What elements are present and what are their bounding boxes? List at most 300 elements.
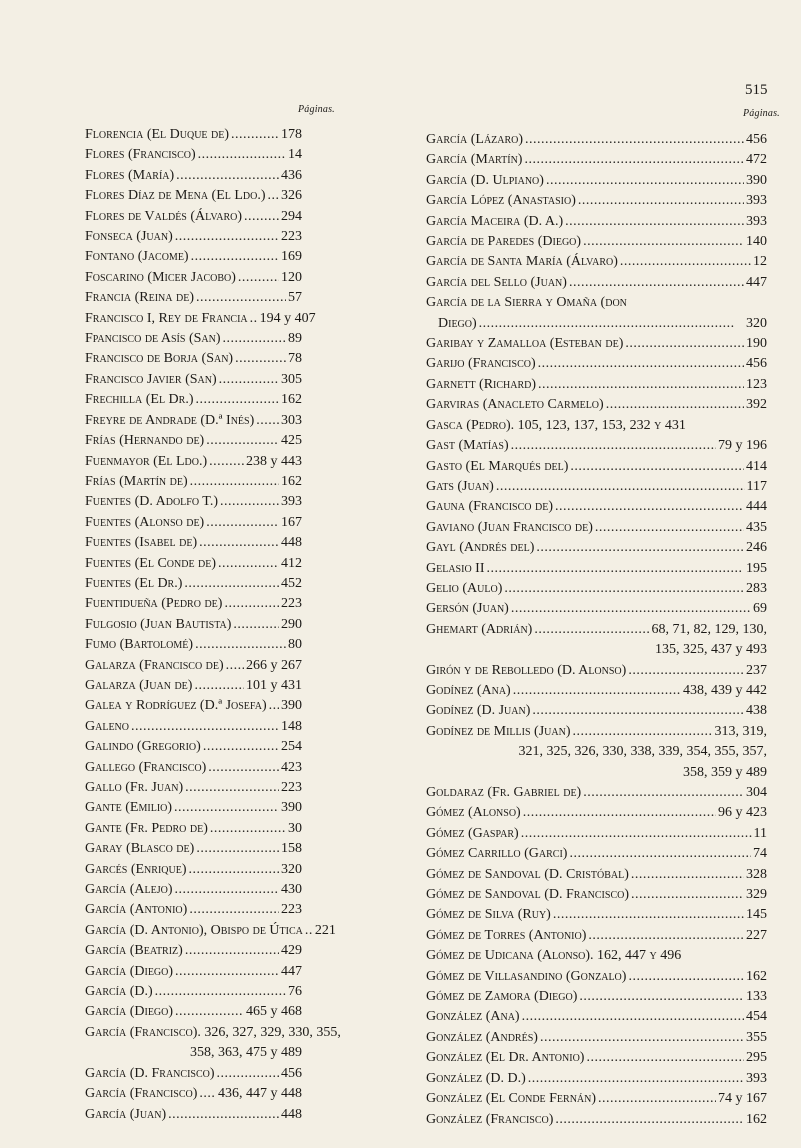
entry-pages: 96 y 423 <box>718 805 767 821</box>
dot-leader <box>583 783 744 803</box>
index-entry <box>426 395 767 415</box>
dot-leader <box>479 314 744 334</box>
dot-leader <box>305 921 313 941</box>
entry-pages: 320 <box>281 861 302 877</box>
index-entry <box>85 982 302 1002</box>
entry-name: Gómez de Zamora (Diego) <box>426 989 578 1005</box>
dot-leader <box>553 905 744 925</box>
dot-leader <box>513 681 681 701</box>
dot-leader <box>525 130 744 150</box>
dot-leader <box>184 574 279 594</box>
dot-leader <box>175 227 279 247</box>
index-entry <box>85 125 302 145</box>
entry-name: Fonseca (Juan) <box>85 229 173 245</box>
dot-leader <box>206 513 279 533</box>
entry-pages: 133 <box>746 989 767 1005</box>
index-entry <box>85 288 302 308</box>
entry-pages: 429 <box>281 943 302 959</box>
entry-pages: 430 <box>281 882 302 898</box>
entry-pages: 158 <box>281 841 302 857</box>
index-entry <box>426 824 767 844</box>
index-entry <box>85 615 302 635</box>
entry-pages: 447 <box>281 963 302 979</box>
dot-leader <box>235 349 286 369</box>
entry-pages: 195 <box>746 560 767 576</box>
entry-pages: 120 <box>281 269 302 285</box>
entry-pages: 101 y 431 <box>246 677 302 693</box>
index-entry <box>85 1105 302 1125</box>
dot-leader <box>206 431 279 451</box>
entry-pages: 238 y 443 <box>246 453 302 469</box>
index-entry <box>85 1084 302 1104</box>
entry-pages: 295 <box>746 1050 767 1066</box>
dot-leader <box>625 334 744 354</box>
entry-name: Fuentes (Isabel de) <box>85 535 198 551</box>
dot-leader <box>131 717 279 737</box>
dot-leader <box>487 559 745 579</box>
dot-leader <box>523 803 716 823</box>
index-entry <box>85 717 302 737</box>
index-entry <box>85 186 302 206</box>
index-entry <box>426 967 767 987</box>
index-entry <box>85 533 302 553</box>
index-entry <box>426 1048 767 1068</box>
dot-leader <box>524 150 744 170</box>
entry-name: Gelasio II <box>426 560 485 576</box>
dot-leader <box>588 926 744 946</box>
index-entry <box>85 737 302 757</box>
entry-pages: 169 <box>281 249 302 265</box>
index-entry <box>85 574 302 594</box>
entry-name: Galarza (Francisco de) <box>85 657 224 673</box>
dot-leader <box>586 1048 744 1068</box>
entry-pages: 392 <box>746 397 767 413</box>
entry-name: Gómez (Gaspar) <box>426 825 519 841</box>
dot-leader <box>628 967 744 987</box>
entry-name: Godínez de Millis (Juan) <box>426 723 571 739</box>
entry-pages: 414 <box>746 458 767 474</box>
index-entry <box>426 416 767 436</box>
index-entry <box>426 1069 767 1089</box>
entry-name: González (Ana) <box>426 1009 520 1025</box>
left-column-header: Páginas. <box>298 104 335 115</box>
entry-name: González (El Dr. Antonio) <box>426 1050 585 1066</box>
index-entry <box>426 1007 767 1027</box>
dot-leader <box>238 268 279 288</box>
dot-leader <box>185 941 279 961</box>
entry-name: Gómez de Villasandino (Gonzalo) <box>426 968 627 984</box>
dot-leader <box>569 273 744 293</box>
dot-leader <box>223 329 286 349</box>
entry-name: Francisco de Borja (San) <box>85 351 234 367</box>
dot-leader <box>578 191 744 211</box>
dot-leader <box>199 1084 216 1104</box>
entry-name: Gómez de Sandoval (D. Francisco) <box>426 887 629 903</box>
entry-pages: 167 <box>281 514 302 530</box>
entry-name: García (Diego) <box>85 963 174 979</box>
entry-name: Garijo (Francisco) <box>426 356 536 372</box>
entry-name: Gante (Fr. Pedro de) <box>85 820 208 836</box>
entry-name: Gómez de Udicana (Alonso). 162, 447 y 496 <box>426 948 682 964</box>
entry-pages: 447 <box>746 274 767 290</box>
entry-pages: 456 <box>281 1065 302 1081</box>
entry-pages: 74 y 167 <box>718 1091 767 1107</box>
index-entry <box>426 987 767 1007</box>
entry-pages: 223 <box>281 596 302 612</box>
entry-pages: 69 <box>753 601 767 617</box>
dot-leader <box>210 819 286 839</box>
dot-leader <box>244 207 279 227</box>
dot-leader <box>174 798 279 818</box>
entry-pages: 390 <box>281 698 302 714</box>
dot-leader <box>528 1069 744 1089</box>
entry-pages: 223 <box>281 902 302 918</box>
dot-leader <box>195 635 286 655</box>
entry-name: García (Martín) <box>426 152 523 168</box>
index-entry <box>426 171 767 191</box>
entry-pages: 436 <box>281 167 302 183</box>
index-entry <box>426 497 767 517</box>
entry-pages: 456 <box>746 356 767 372</box>
index-entry <box>426 457 767 477</box>
dot-leader <box>198 145 286 165</box>
entry-name: Foscarino (Micer Jacobo) <box>85 269 236 285</box>
index-entry <box>426 844 767 864</box>
entry-pages: 423 <box>281 759 302 775</box>
entry-name: Fuentes (D. Adolfo T.) <box>85 494 218 510</box>
entry-pages: 452 <box>281 575 302 591</box>
dot-leader <box>565 212 744 232</box>
index-entry <box>426 1028 767 1048</box>
dot-leader <box>191 247 279 267</box>
index-entry <box>85 166 302 186</box>
entry-name: Francia (Reina de) <box>85 290 194 306</box>
index-entry <box>85 798 302 818</box>
entry-name: García (Francisco). 326, 327, 329, 330, 355, <box>85 1024 341 1040</box>
dot-leader <box>538 375 744 395</box>
dot-leader <box>268 186 279 206</box>
index-entry <box>426 150 767 170</box>
entry-name: Galindo (Gregorio) <box>85 739 201 755</box>
entry-name: González (Francisco) <box>426 1111 554 1127</box>
index-entry <box>426 375 767 395</box>
entry-pages: 89 <box>288 331 302 347</box>
entry-pages: 448 <box>281 1106 302 1122</box>
entry-pages: 223 <box>281 780 302 795</box>
entry-name: García (Juan) <box>85 1106 167 1122</box>
index-entry <box>426 354 767 374</box>
entry-continuation: 135, 325, 437 y 493 <box>655 642 767 658</box>
dot-leader <box>269 696 279 716</box>
index-entry <box>85 431 302 451</box>
entry-name: García del Sello (Juan) <box>426 274 567 290</box>
entry-pages: 14 <box>288 147 302 163</box>
entry-pages: 80 <box>288 637 302 653</box>
entry-name: Fuentes (El Dr.) <box>85 575 183 591</box>
entry-pages: 237 <box>746 662 767 678</box>
dot-leader <box>189 860 280 880</box>
index-entry <box>426 722 767 742</box>
index-entry <box>85 778 302 798</box>
index-entry <box>85 309 316 329</box>
entry-name: González (D. D.) <box>426 1070 526 1086</box>
dot-leader <box>595 518 744 538</box>
index-entry <box>426 518 767 538</box>
entry-pages: 148 <box>281 718 302 734</box>
dot-leader <box>256 411 279 431</box>
index-entry <box>85 941 302 961</box>
dot-leader <box>583 232 744 252</box>
index-entry <box>85 921 336 941</box>
entry-name: Fpancisco de Asís (San) <box>85 331 221 347</box>
entry-pages: 444 <box>746 499 767 515</box>
entry-name: Diego) <box>438 315 477 331</box>
entry-pages: 393 <box>746 1070 767 1086</box>
index-entry <box>426 905 767 925</box>
index-entry <box>426 783 767 803</box>
dot-leader <box>175 880 280 900</box>
entry-pages: 57 <box>288 290 302 306</box>
entry-pages: 12 <box>753 254 767 270</box>
index-entry <box>85 227 302 247</box>
index-entry <box>426 334 767 354</box>
entry-pages: 393 <box>281 494 302 510</box>
dot-leader <box>218 554 279 574</box>
entry-pages: 294 <box>281 208 302 224</box>
entry-pages: 313, 319, <box>714 723 767 739</box>
entry-pages: 283 <box>746 580 767 596</box>
index-entry <box>85 370 302 390</box>
entry-name: García de Santa María (Álvaro) <box>426 254 618 270</box>
right-column-header: Páginas. <box>743 108 780 119</box>
entry-pages: 355 <box>746 1029 767 1045</box>
entry-pages: 68, 71, 82, 129, 130, <box>651 621 767 637</box>
index-entry <box>426 130 767 150</box>
index-entry <box>85 1002 302 1022</box>
dot-leader <box>579 987 744 1007</box>
index-entry <box>426 579 767 599</box>
index-entry <box>85 411 302 431</box>
entry-continuation: 358, 359 y 489 <box>683 764 767 780</box>
index-entry <box>426 232 767 252</box>
index-entry <box>85 513 302 533</box>
index-entry <box>85 696 302 716</box>
entry-name: Fumo (Bartolomé) <box>85 637 194 653</box>
entry-name: García (D. Ulpiano) <box>426 172 544 188</box>
entry-name: Gómez de Silva (Ruy) <box>426 907 551 923</box>
entry-name: Girón y de Rebolledo (D. Alonso) <box>426 662 627 678</box>
dot-leader <box>532 701 744 721</box>
dot-leader <box>175 1002 244 1022</box>
entry-pages: 254 <box>281 739 302 755</box>
dot-leader <box>628 661 744 681</box>
entry-pages: 178 <box>281 127 302 142</box>
dot-leader <box>546 171 744 191</box>
dot-leader <box>569 844 751 864</box>
entry-name: Frías (Martín de) <box>85 473 188 489</box>
entry-name: García (D. Antonio), Obispo de Útica <box>85 922 303 938</box>
dot-leader <box>536 538 744 558</box>
entry-pages: 412 <box>281 555 302 571</box>
dot-leader <box>598 1089 716 1109</box>
entry-name: Flores de Valdés (Álvaro) <box>85 208 243 224</box>
index-entry <box>426 1110 767 1130</box>
index-entry <box>426 477 767 497</box>
entry-name: García Maceira (D. A.) <box>426 213 564 229</box>
dot-leader <box>199 533 279 553</box>
entry-pages: 221 <box>314 922 336 938</box>
index-entry <box>85 349 302 369</box>
index-entry <box>85 860 302 880</box>
entry-name: García (Alejo) <box>85 882 173 898</box>
entry-pages: 454 <box>746 1009 767 1025</box>
entry-pages: 227 <box>746 927 767 943</box>
dot-leader <box>155 982 286 1002</box>
entry-name: Gallego (Francisco) <box>85 759 207 775</box>
index-entry <box>426 314 767 334</box>
index-entry <box>85 1023 341 1043</box>
entry-pages: 448 <box>281 535 302 551</box>
entry-name: Flores Díaz de Mena (El Ldo.) <box>85 188 266 204</box>
dot-leader <box>511 599 751 619</box>
index-entry <box>426 681 767 701</box>
dot-leader <box>209 452 244 472</box>
dot-leader <box>189 900 279 920</box>
entry-name: Flores (Francisco) <box>85 147 196 163</box>
dot-leader <box>521 824 752 844</box>
entry-name: González (El Conde Fernán) <box>426 1091 597 1107</box>
index-entry <box>426 212 767 232</box>
entry-name: Gelio (Aulo) <box>426 580 503 596</box>
entry-name: Flores (María) <box>85 167 175 183</box>
entry-pages: 390 <box>281 800 302 816</box>
index-entry <box>85 594 302 614</box>
index-entry <box>85 472 302 492</box>
entry-name: Florencia (El Duque de) <box>85 127 230 142</box>
index-entry <box>426 191 767 211</box>
entry-name: Goldaraz (Fr. Gabriel de) <box>426 785 582 800</box>
index-entry <box>85 880 302 900</box>
entry-pages: 74 <box>753 846 767 862</box>
entry-name: Galea y Rodríguez (D.ª Josefa) <box>85 698 267 714</box>
index-entry <box>426 273 767 293</box>
entry-pages: 472 <box>746 152 767 168</box>
entry-name: García (D.) <box>85 984 153 1000</box>
dot-leader <box>572 722 712 742</box>
entry-name: Gómez (Alonso) <box>426 805 521 821</box>
entry-pages: 393 <box>746 213 767 229</box>
dot-leader <box>203 737 279 757</box>
entry-name: Gasca (Pedro). 105, 123, 137, 153, 232 y 431 <box>426 417 686 433</box>
entry-pages: 162 <box>746 968 767 984</box>
entry-pages: 190 <box>746 336 767 352</box>
dot-leader <box>176 166 279 186</box>
entry-name: Francisco Javier (San) <box>85 371 217 387</box>
entry-pages: 194 y 407 <box>259 310 316 326</box>
entry-name: Fuentes (El Conde de) <box>85 555 217 571</box>
page-number: 515 <box>745 82 768 98</box>
entry-name: Gauna (Francisco de) <box>426 499 554 515</box>
index-entry <box>85 247 302 267</box>
entry-name: Godínez (D. Juan) <box>426 703 531 719</box>
entry-name: Gast (Matías) <box>426 438 509 454</box>
entry-pages: 393 <box>746 193 767 209</box>
index-entry <box>426 865 767 885</box>
entry-pages: 435 <box>746 519 767 535</box>
entry-pages: 162 <box>281 392 302 408</box>
entry-name: Gaviano (Juan Francisco de) <box>426 519 593 535</box>
dot-leader <box>185 778 279 798</box>
index-entry <box>426 661 767 681</box>
entry-name: Gante (Emilio) <box>85 800 173 816</box>
right-index-column <box>426 130 767 1130</box>
dot-leader <box>620 252 751 272</box>
entry-name: Gats (Juan) <box>426 478 494 494</box>
index-entry <box>85 145 302 165</box>
index-entry <box>426 1089 767 1109</box>
index-entry <box>85 839 302 859</box>
index-entry <box>426 599 767 619</box>
entry-name: García (Antonio) <box>85 902 188 918</box>
index-entry <box>85 900 302 920</box>
index-entry <box>426 620 767 640</box>
entry-pages: 303 <box>281 412 302 428</box>
entry-name: García (D. Francisco) <box>85 1065 215 1081</box>
entry-pages: 76 <box>288 984 302 1000</box>
entry-name: Fulgosio (Juan Bautista) <box>85 616 232 632</box>
index-entry <box>426 436 767 456</box>
entry-pages: 329 <box>746 887 767 903</box>
dot-leader <box>168 1105 279 1125</box>
dot-leader <box>231 125 279 145</box>
entry-name: García (Diego) <box>85 1004 174 1020</box>
entry-name: Gayl (Andrés del) <box>426 540 535 556</box>
dot-leader <box>196 839 279 859</box>
entry-continuation: 321, 325, 326, 330, 338, 339, 354, 355, 357, <box>518 744 767 760</box>
entry-name: Francisco I, Rey de Francia <box>85 310 248 326</box>
entry-pages: 438, 439 y 442 <box>683 682 767 698</box>
index-entry <box>426 946 767 966</box>
entry-name: Frías (Hernando de) <box>85 433 205 449</box>
entry-name: Godínez (Ana) <box>426 682 511 698</box>
index-entry <box>426 701 767 721</box>
entry-pages: 79 y 196 <box>718 438 767 454</box>
index-entry <box>85 492 302 512</box>
entry-pages: 246 <box>746 540 767 556</box>
dot-leader <box>555 1110 744 1130</box>
entry-name: García de Paredes (Diego) <box>426 234 582 250</box>
dot-leader <box>194 676 244 696</box>
index-entry <box>85 656 302 676</box>
index-entry <box>85 452 302 472</box>
index-entry <box>85 962 302 982</box>
index-entry <box>426 252 767 272</box>
dot-leader <box>233 615 279 635</box>
entry-continuation: 358, 363, 475 y 489 <box>190 1045 302 1061</box>
left-index-column <box>85 125 341 1125</box>
entry-name: Garcés (Enrique) <box>85 861 187 877</box>
entry-name: García (Francisco) <box>85 1086 198 1102</box>
entry-name: García (Lázaro) <box>426 132 524 147</box>
entry-pages: 425 <box>281 433 302 449</box>
entry-pages: 328 <box>746 866 767 882</box>
index-entry <box>85 1064 302 1084</box>
entry-pages: 456 <box>746 132 767 147</box>
dot-leader <box>555 497 744 517</box>
dot-leader <box>496 477 745 497</box>
entry-pages: 290 <box>281 616 302 632</box>
entry-pages: 223 <box>281 229 302 245</box>
